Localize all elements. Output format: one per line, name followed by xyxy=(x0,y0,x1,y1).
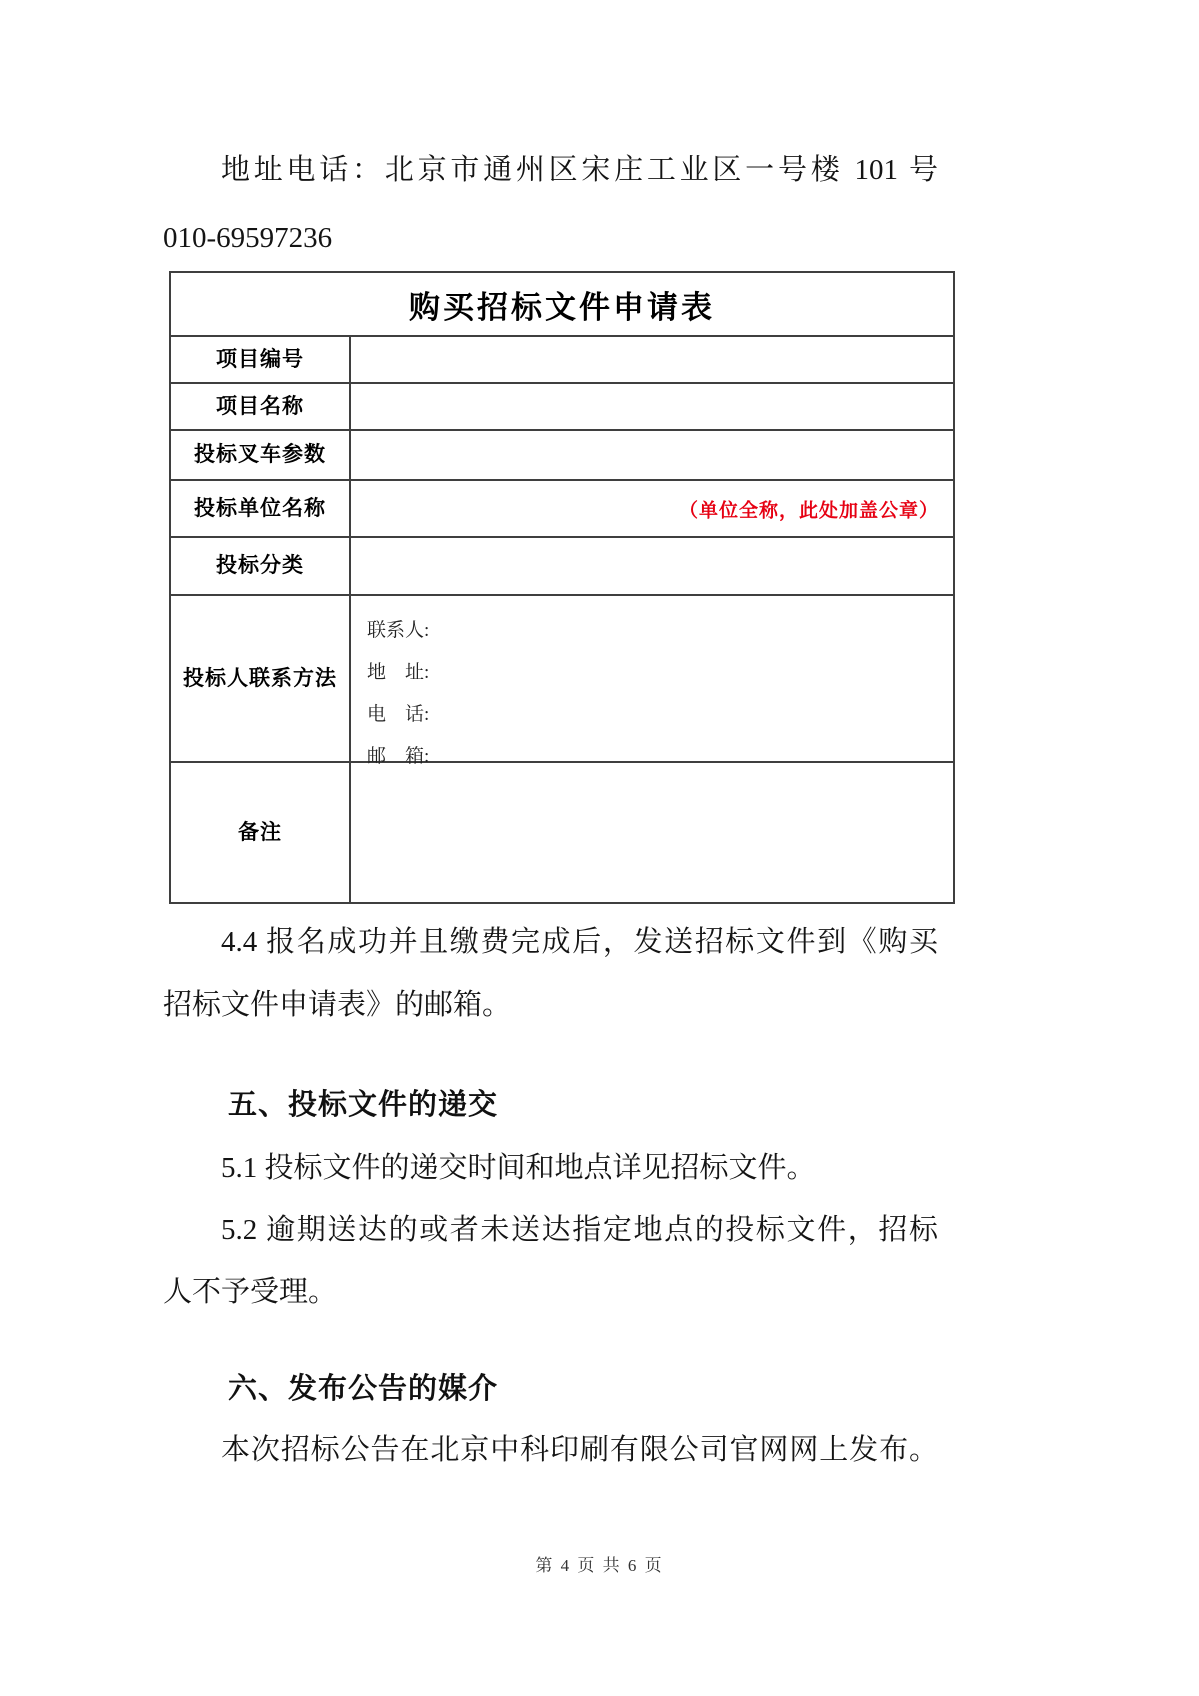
purchase-application-table xyxy=(169,271,955,904)
paragraph-5-2-line1: 5.2 逾期送达的或者未送达指定地点的投标文件，招标 xyxy=(221,1214,938,1246)
table-row-project-number xyxy=(171,337,953,384)
row-label-bidder-contact: 投标人联系方法 xyxy=(171,596,351,761)
contact-line-address: 地 址: xyxy=(367,662,430,683)
page-number-footer: 第 4 页 共 6 页 xyxy=(535,1556,664,1575)
paragraph-6-announcement: 本次招标公告在北京中科印刷有限公司官网网上发布。 xyxy=(221,1434,938,1466)
row-value-project-name xyxy=(351,384,953,429)
paragraph-5-1: 5.1 投标文件的递交时间和地点详见招标文件。 xyxy=(221,1152,816,1184)
table-row-project-name xyxy=(171,384,953,431)
row-label-project-name: 项目名称 xyxy=(171,384,351,429)
paragraph-5-2-line2: 人不予受理。 xyxy=(163,1276,338,1308)
company-seal-note: （单位全称，此处加盖公章） xyxy=(678,500,939,521)
section-heading-6: 六、发布公告的媒介 xyxy=(228,1373,499,1405)
table-row-bidder-contact xyxy=(171,596,953,767)
paragraph-4-4-line2: 招标文件申请表》的邮箱。 xyxy=(163,989,512,1021)
row-value-bidder-unit-name xyxy=(351,481,953,536)
address-phone-line: 地址电话：北京市通州区宋庄工业区一号楼 101 号 xyxy=(221,154,938,186)
row-label-bid-category: 投标分类 xyxy=(171,538,351,594)
table-row-forklift-params xyxy=(171,431,953,481)
row-value-bid-category xyxy=(351,538,953,594)
contact-line-person: 联系人: xyxy=(367,620,430,641)
row-value-bidder-contact xyxy=(351,596,953,767)
row-label-project-number: 项目编号 xyxy=(171,337,351,382)
contact-line-email: 邮 箱: xyxy=(367,746,430,767)
table-row-bidder-unit-name xyxy=(171,481,953,538)
section-heading-5: 五、投标文件的递交 xyxy=(228,1089,499,1121)
row-label-forklift-params: 投标叉车参数 xyxy=(171,431,351,479)
row-label-bidder-unit-name: 投标单位名称 xyxy=(171,481,351,536)
phone-number-line: 010-69597236 xyxy=(163,222,333,254)
contact-line-phone: 电 话: xyxy=(367,704,430,725)
table-title: 购买招标文件申请表 xyxy=(171,273,953,337)
row-label-remarks: 备注 xyxy=(171,763,351,902)
row-value-forklift-params xyxy=(351,431,953,479)
table-row-remarks xyxy=(171,763,953,902)
paragraph-4-4-line1: 4.4 报名成功并且缴费完成后，发送招标文件到《购买 xyxy=(221,926,938,958)
row-value-remarks xyxy=(351,763,953,902)
row-value-project-number xyxy=(351,337,953,382)
table-row-bid-category xyxy=(171,538,953,596)
